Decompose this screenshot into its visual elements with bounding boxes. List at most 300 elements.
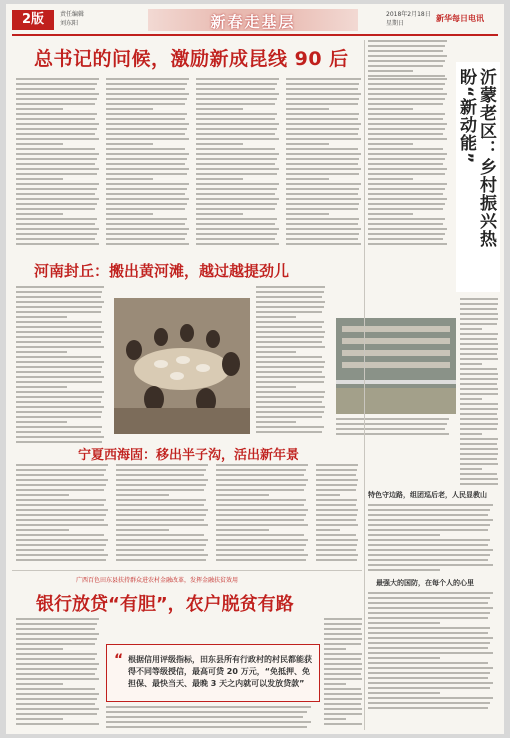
text-line xyxy=(16,723,99,725)
text-line xyxy=(196,203,277,205)
sidebar-headline: 沂蒙老区：乡村振兴热盼“新动能” xyxy=(456,68,496,248)
text-line xyxy=(460,328,482,330)
text-line xyxy=(106,223,185,225)
field xyxy=(336,388,456,414)
text-line xyxy=(368,657,440,659)
text-line xyxy=(16,133,95,135)
text-line xyxy=(16,544,106,546)
text-line xyxy=(324,638,362,640)
text-line xyxy=(16,183,99,185)
text-line xyxy=(216,464,308,466)
text-line xyxy=(16,336,102,338)
text-line xyxy=(106,178,153,180)
henan-column-3 xyxy=(336,418,454,438)
text-line xyxy=(16,534,104,536)
text-line xyxy=(116,534,204,536)
text-line xyxy=(286,223,358,225)
person xyxy=(206,330,220,348)
text-line xyxy=(460,303,498,305)
text-line xyxy=(368,632,488,634)
text-line xyxy=(106,198,189,200)
text-line xyxy=(16,549,104,551)
text-line xyxy=(256,406,325,408)
text-line xyxy=(16,479,108,481)
text-line xyxy=(16,228,99,230)
text-line xyxy=(196,193,275,195)
text-line xyxy=(16,416,101,418)
text-line xyxy=(196,83,277,85)
text-line xyxy=(196,103,275,105)
text-line xyxy=(368,143,413,145)
text-line xyxy=(16,326,101,328)
text-line xyxy=(196,98,277,100)
text-line xyxy=(316,529,340,531)
text-line xyxy=(316,489,356,491)
text-line xyxy=(460,443,497,445)
text-line xyxy=(368,642,490,644)
quote-mark-icon: “ xyxy=(114,652,124,668)
text-line xyxy=(106,118,185,120)
text-line xyxy=(460,308,497,310)
text-line xyxy=(368,208,443,210)
text-line xyxy=(196,198,279,200)
text-line xyxy=(106,706,311,708)
text-line xyxy=(116,524,208,526)
text-line xyxy=(316,509,358,511)
text-line xyxy=(286,168,361,170)
text-line xyxy=(368,218,445,220)
text-line xyxy=(368,228,447,230)
text-line xyxy=(324,633,362,635)
text-line xyxy=(368,70,413,72)
text-line xyxy=(324,663,362,665)
bank-kicker: 广西百色田东县扶持群众进农村金融改革，发挥金融扶贫效用 xyxy=(76,577,239,584)
text-line xyxy=(460,313,498,315)
text-line xyxy=(368,549,493,551)
text-line xyxy=(106,711,307,713)
text-line xyxy=(16,499,106,501)
text-line xyxy=(16,286,104,288)
bank-column-3 xyxy=(324,618,364,728)
text-line xyxy=(106,168,189,170)
text-line xyxy=(256,401,322,403)
text-line xyxy=(368,597,490,599)
person xyxy=(154,328,168,346)
text-line xyxy=(368,133,443,135)
text-line xyxy=(316,514,357,516)
text-line xyxy=(460,318,498,320)
text-line xyxy=(106,721,311,723)
text-line xyxy=(324,683,346,685)
text-line xyxy=(16,668,97,670)
text-line xyxy=(196,143,243,145)
text-line xyxy=(116,509,208,511)
text-line xyxy=(368,60,445,62)
text-line xyxy=(16,83,97,85)
text-line xyxy=(460,448,498,450)
text-line xyxy=(16,653,97,655)
text-line xyxy=(324,658,361,660)
text-line xyxy=(368,83,445,85)
text-line xyxy=(16,351,67,353)
text-line xyxy=(256,421,296,423)
text-line xyxy=(286,118,358,120)
text-line xyxy=(256,351,296,353)
person xyxy=(180,324,194,342)
text-line xyxy=(460,473,497,475)
text-line xyxy=(286,158,359,160)
text-line xyxy=(16,223,95,225)
text-line xyxy=(368,662,488,664)
text-line xyxy=(16,203,97,205)
text-line xyxy=(286,128,359,130)
text-line xyxy=(196,233,277,235)
text-line xyxy=(116,554,208,556)
text-line xyxy=(216,534,304,536)
text-line xyxy=(368,509,490,511)
text-line xyxy=(286,243,361,245)
text-line xyxy=(216,499,306,501)
text-line xyxy=(368,569,440,571)
text-line xyxy=(196,88,275,90)
text-line xyxy=(106,213,153,215)
text-line xyxy=(16,78,99,80)
text-line xyxy=(324,673,361,675)
text-line xyxy=(460,388,498,390)
text-line xyxy=(16,718,63,720)
text-line xyxy=(460,368,497,370)
text-line xyxy=(368,539,490,541)
text-line xyxy=(460,478,498,480)
text-line xyxy=(106,113,187,115)
text-line xyxy=(368,128,445,130)
text-line xyxy=(286,98,359,100)
dish xyxy=(170,372,184,380)
text-line xyxy=(368,213,413,215)
text-line xyxy=(324,698,362,700)
text-line xyxy=(16,123,99,125)
text-line xyxy=(368,178,413,180)
text-line xyxy=(216,529,269,531)
text-line xyxy=(16,178,63,180)
text-line xyxy=(216,469,306,471)
text-line xyxy=(368,514,488,516)
text-line xyxy=(16,213,63,215)
text-line xyxy=(106,153,189,155)
text-line xyxy=(368,667,493,669)
text-line xyxy=(116,499,206,501)
text-line xyxy=(368,223,443,225)
text-line xyxy=(256,356,322,358)
text-line xyxy=(116,484,206,486)
text-line xyxy=(256,346,325,348)
text-line xyxy=(460,403,498,405)
text-line xyxy=(16,464,108,466)
text-line xyxy=(324,623,362,625)
text-line xyxy=(286,143,329,145)
text-line xyxy=(16,494,69,496)
text-line xyxy=(324,708,362,710)
text-line xyxy=(368,108,413,110)
text-line xyxy=(16,366,102,368)
text-line xyxy=(256,291,324,293)
text-line xyxy=(16,698,97,700)
editor-line: 责任编辑 xyxy=(60,11,85,18)
section-divider xyxy=(12,570,362,571)
text-line xyxy=(256,361,325,363)
text-line xyxy=(368,103,443,105)
text-line xyxy=(16,208,95,210)
text-line xyxy=(16,628,95,630)
text-line xyxy=(16,163,95,165)
text-line xyxy=(16,301,104,303)
text-line xyxy=(216,519,304,521)
text-line xyxy=(368,65,443,67)
text-line xyxy=(368,168,447,170)
text-line xyxy=(460,348,498,350)
house-row xyxy=(342,362,450,368)
lead-column-3 xyxy=(196,78,282,248)
text-line xyxy=(196,93,279,95)
text-line xyxy=(16,88,95,90)
section-title: 新春走基层 xyxy=(210,13,296,31)
text-line xyxy=(16,148,95,150)
dish xyxy=(196,364,210,372)
text-line xyxy=(368,50,443,52)
text-line xyxy=(460,323,497,325)
text-line xyxy=(16,346,104,348)
text-line xyxy=(106,163,185,165)
text-line xyxy=(286,208,358,210)
text-line xyxy=(316,544,357,546)
text-line xyxy=(286,193,358,195)
section-banner xyxy=(148,9,358,31)
text-line xyxy=(368,188,445,190)
text-line xyxy=(196,228,279,230)
ningxia-headline: 宁夏西海固：移出半子沟，活出新年景 xyxy=(78,448,300,463)
text-line xyxy=(16,431,101,433)
text-line xyxy=(286,148,358,150)
text-line xyxy=(16,108,63,110)
text-line xyxy=(16,386,67,388)
pub-date-line: 星期日 xyxy=(386,20,405,27)
text-line xyxy=(216,559,306,561)
text-line xyxy=(368,687,490,689)
text-line xyxy=(460,433,482,435)
house-row xyxy=(342,350,450,356)
text-line xyxy=(196,178,243,180)
text-line xyxy=(16,401,101,403)
text-line xyxy=(196,208,275,210)
text-line xyxy=(316,464,358,466)
text-line xyxy=(16,474,104,476)
text-line xyxy=(16,658,95,660)
text-line xyxy=(196,118,275,120)
text-line xyxy=(216,489,304,491)
text-line xyxy=(256,376,325,378)
text-line xyxy=(324,718,346,720)
text-line xyxy=(16,426,102,428)
text-line xyxy=(368,113,445,115)
text-line xyxy=(16,713,97,715)
text-line xyxy=(256,416,322,418)
text-line xyxy=(196,173,277,175)
text-line xyxy=(216,514,306,516)
text-line xyxy=(460,458,497,460)
text-line xyxy=(106,188,187,190)
text-line xyxy=(368,193,443,195)
ningxia-column-4 xyxy=(316,464,360,564)
text-line xyxy=(368,607,493,609)
text-line xyxy=(16,484,106,486)
text-line xyxy=(460,438,498,440)
text-line xyxy=(316,479,358,481)
text-line xyxy=(324,618,362,620)
text-line xyxy=(368,243,447,245)
bank-quote: 根据信用评级指标，田东县所有行政村的村民都能获得不同等级授信，最高可贷 20 万元，“免抵押、免担保、最快当天、最晚 3 天之内就可以发放贷款” xyxy=(128,655,312,688)
text-line xyxy=(460,463,498,465)
text-line xyxy=(116,529,169,531)
text-line xyxy=(286,198,361,200)
text-line xyxy=(368,702,490,704)
text-line xyxy=(16,703,95,705)
text-line xyxy=(286,213,329,215)
sidebar-headline-box xyxy=(456,62,500,292)
text-line xyxy=(16,311,101,313)
text-line xyxy=(16,504,104,506)
text-line xyxy=(286,163,358,165)
text-line xyxy=(256,381,324,383)
text-line xyxy=(368,559,488,561)
road xyxy=(336,380,456,384)
text-line xyxy=(16,371,101,373)
text-line xyxy=(316,519,356,521)
bank-column-1 xyxy=(16,618,102,728)
text-line xyxy=(106,103,185,105)
lead-column-5 xyxy=(368,78,450,248)
edition-number: 2版 xyxy=(12,10,54,30)
text-line xyxy=(16,648,63,650)
text-line xyxy=(316,524,358,526)
text-line xyxy=(196,183,279,185)
text-line xyxy=(324,713,362,715)
text-line xyxy=(324,678,362,680)
text-line xyxy=(106,98,187,100)
text-line xyxy=(256,331,325,333)
text-line xyxy=(286,78,361,80)
text-line xyxy=(16,188,97,190)
text-line xyxy=(256,396,324,398)
text-line xyxy=(286,153,361,155)
text-line xyxy=(460,413,497,415)
text-line xyxy=(286,93,361,95)
text-line xyxy=(460,393,498,395)
text-line xyxy=(106,193,185,195)
text-line xyxy=(16,143,63,145)
text-line xyxy=(324,648,346,650)
text-line xyxy=(368,238,443,240)
text-line xyxy=(286,203,359,205)
text-line xyxy=(16,103,95,105)
text-line xyxy=(368,153,447,155)
text-line xyxy=(368,707,488,709)
text-line xyxy=(460,353,497,355)
page-header xyxy=(6,4,504,34)
text-line xyxy=(460,358,498,360)
text-line xyxy=(256,386,296,388)
lead-column-1 xyxy=(16,78,102,248)
text-line xyxy=(324,628,361,630)
text-line xyxy=(336,418,449,420)
text-line xyxy=(460,333,498,335)
text-line xyxy=(16,391,104,393)
text-line xyxy=(196,213,243,215)
text-line xyxy=(368,602,488,604)
text-line xyxy=(216,509,308,511)
text-line xyxy=(196,163,275,165)
text-line xyxy=(286,138,361,140)
text-line xyxy=(460,468,482,470)
column-divider xyxy=(364,40,365,730)
text-line xyxy=(16,341,101,343)
text-line xyxy=(316,499,357,501)
text-line xyxy=(16,396,102,398)
text-line xyxy=(286,228,361,230)
text-line xyxy=(286,123,361,125)
text-line xyxy=(368,183,447,185)
sidebar-subhead-2: 最强大的国防，在每个人的心里 xyxy=(376,579,474,587)
bank-headline: 银行放贷“有胆”，农户脱贫有路 xyxy=(36,594,294,615)
text-line xyxy=(324,688,361,690)
text-line xyxy=(368,203,445,205)
text-line xyxy=(286,133,358,135)
text-line xyxy=(106,128,187,130)
text-line xyxy=(256,426,324,428)
text-line xyxy=(196,158,277,160)
text-line xyxy=(196,123,279,125)
text-line xyxy=(316,539,358,541)
text-line xyxy=(106,148,185,150)
henan-column-1 xyxy=(16,286,108,446)
text-line xyxy=(106,158,187,160)
text-line xyxy=(16,509,108,511)
text-line xyxy=(196,168,279,170)
text-line xyxy=(116,469,206,471)
publication-name: 新华每日电讯 xyxy=(436,14,484,23)
text-line xyxy=(368,637,493,639)
text-line xyxy=(286,188,359,190)
text-line xyxy=(16,173,97,175)
text-line xyxy=(16,406,104,408)
text-line xyxy=(16,153,99,155)
text-line xyxy=(460,373,498,375)
text-line xyxy=(256,326,322,328)
text-line xyxy=(16,238,95,240)
text-line xyxy=(286,83,359,85)
text-line xyxy=(16,663,99,665)
text-line xyxy=(368,93,447,95)
text-line xyxy=(368,612,490,614)
text-line xyxy=(116,559,206,561)
person xyxy=(222,352,240,376)
text-line xyxy=(368,88,443,90)
text-line xyxy=(368,98,445,100)
text-line xyxy=(16,441,102,443)
text-line xyxy=(368,697,493,699)
text-line xyxy=(16,519,104,521)
text-line xyxy=(368,118,443,120)
text-line xyxy=(16,436,104,438)
